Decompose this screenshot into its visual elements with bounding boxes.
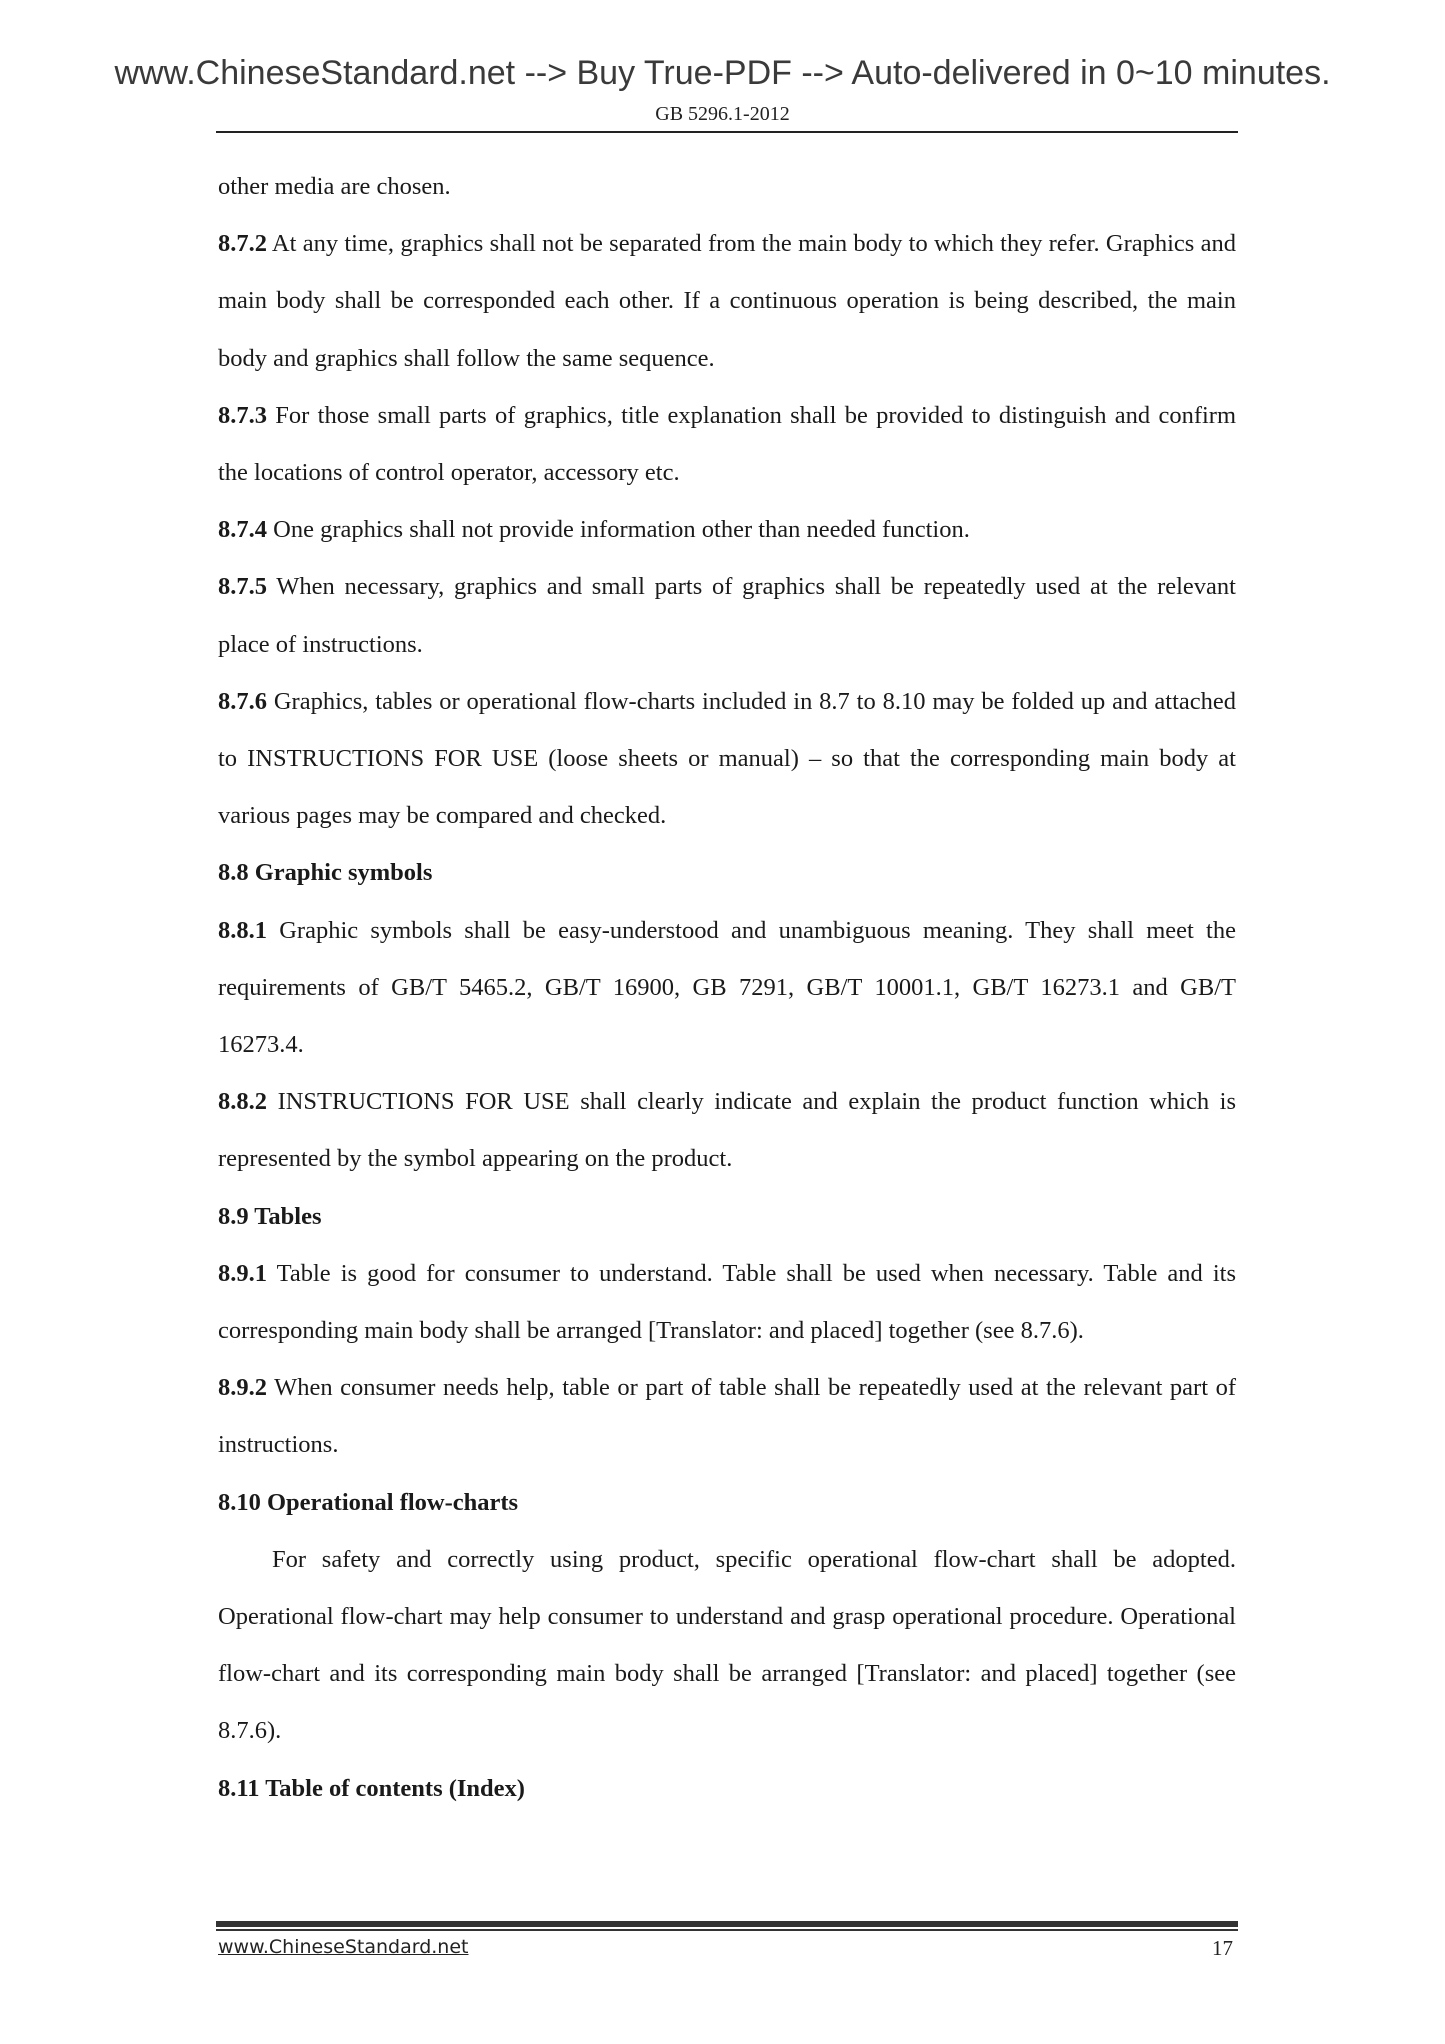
- clause-number: 8.9.1: [218, 1259, 267, 1287]
- section-heading-8-9: 8.9 Tables: [218, 1202, 322, 1230]
- clause-text: At any time, graphics shall not be separated from the main body to which they refer. Graphics and main body shall be corresponded each other. If a continuous operation is being described, the main body and graphics shall follow the same sequence.: [218, 230, 1236, 372]
- clause-text: Graphics, tables or operational flow-charts included in 8.7 to 8.10 may be folded up and attached to INSTRUCTIONS FOR USE (loose sheets or manual) – so that the corresponding main body at various pages may be compared and checked.: [218, 687, 1236, 830]
- clause-text: Table is good for consumer to understand. Table shall be used when necessary. Table and its corresponding main body shall be arranged [Translator: and placed] together (see 8.7.6).: [218, 1259, 1236, 1345]
- clause-8-8-2: [218, 1073, 1236, 1187]
- paragraph-8-10: For safety and correctly using product, specific operational flow-chart shall be adopted. Operational flow-chart may help consumer to understand and grasp operational procedure. Operational flow-chart and its corresponding main body shall be arranged [Translator: and placed] together (see 8.7.6).: [218, 1545, 1236, 1745]
- clause-8-7-3: [218, 387, 1236, 501]
- clause-8-7-5: [218, 558, 1236, 672]
- page-number: 17: [1212, 1936, 1233, 1960]
- clause-number: 8.7.2: [218, 230, 267, 258]
- document-code: GB 5296.1-2012: [655, 103, 790, 125]
- clause-text: Graphic symbols shall be easy-understood and unambiguous meaning. They shall meet the requirements of GB/T 5465.2, GB/T 16900, GB 7291, GB/T 10001.1, GB/T 16273.1 and GB/T 16273.4.: [218, 916, 1236, 1059]
- clause-8-8-1: [218, 902, 1236, 1074]
- section-heading-8-10: 8.10 Operational flow-charts: [218, 1488, 519, 1516]
- clause-text: For those small parts of graphics, title explanation shall be provided to distinguish and confirm the locations of control operator, accessory etc.: [218, 401, 1236, 487]
- clause-number: 8.8.1: [218, 916, 267, 944]
- clause-number: 8.7.5: [218, 573, 267, 601]
- clause-text: INSTRUCTIONS FOR USE shall clearly indicate and explain the product function which is represented by the symbol appearing on the product.: [218, 1088, 1236, 1173]
- clause-8-7-2: [218, 215, 1236, 387]
- footer-rule-thin: [216, 1929, 1238, 1931]
- header-banner: www.ChineseStandard.net --> Buy True-PDF --> Auto-delivered in 0~10 minutes.: [114, 54, 1331, 92]
- clause-number: 8.9.2: [218, 1374, 267, 1402]
- clause-8-7-4: [218, 501, 1236, 558]
- clause-text: One graphics shall not provide information other than needed function.: [267, 516, 970, 544]
- header-rule: [216, 131, 1238, 133]
- section-heading-8-8: 8.8 Graphic symbols: [218, 859, 433, 887]
- clause-8-9-2: [218, 1359, 1236, 1473]
- clause-8-7-6: [218, 673, 1236, 845]
- clause-text: When necessary, graphics and small parts of graphics shall be repeatedly used at the relevant place of instructions.: [218, 573, 1236, 658]
- page-body: [218, 158, 1236, 1817]
- clause-number: 8.8.2: [218, 1088, 267, 1116]
- section-heading-8-11: 8.11 Table of contents (Index): [218, 1774, 525, 1802]
- clause-number: 8.7.6: [218, 687, 267, 715]
- clause-8-9-1: [218, 1245, 1236, 1359]
- clause-text: When consumer needs help, table or part of table shall be repeatedly used at the relevant part of instructions.: [218, 1374, 1236, 1459]
- footer-rule-thick: [216, 1921, 1238, 1927]
- footer-website-link[interactable]: www.ChineseStandard.net: [218, 1936, 469, 1958]
- clause-number: 8.7.3: [218, 401, 267, 429]
- clause-number: 8.7.4: [218, 516, 267, 544]
- paragraph-continuation: other media are chosen.: [218, 173, 451, 200]
